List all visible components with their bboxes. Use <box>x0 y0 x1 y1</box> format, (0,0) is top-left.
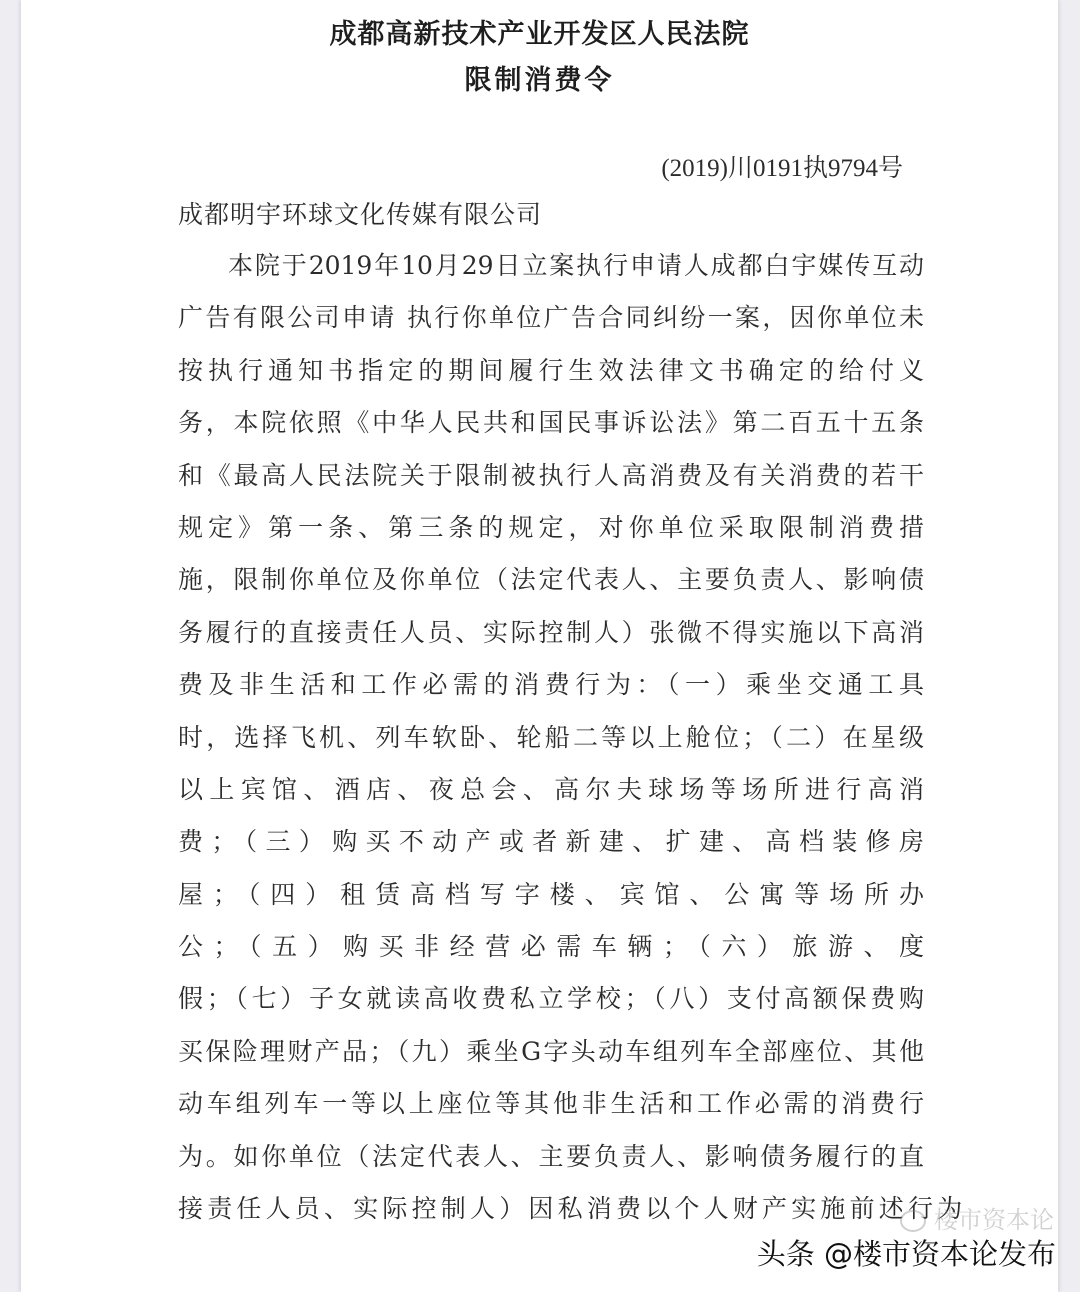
body-line: 以上宾馆、酒店、夜总会、高尔夫球场等场所进行高消 <box>178 774 924 804</box>
body-line: 假；（七）子女就读高收费私立学校；（八）支付高额保费购 <box>178 984 924 1014</box>
body-line: 本院于2019年10月29日立案执行申请人成都白宇媒传互动 <box>228 251 924 280</box>
faint-watermark <box>900 1200 1054 1235</box>
body-line: 和《最高人民法院关于限制被执行人高消费及有关消费的若干 <box>178 460 924 490</box>
document-page <box>21 0 1058 1292</box>
body-line: 务，本院依照《中华人民共和国民事诉讼法》第二百五十五条 <box>178 408 924 438</box>
order-title: 限制消费令 <box>464 65 615 96</box>
order-body <box>178 246 967 1241</box>
body-line: 务履行的直接责任人员、实际控制人）张微不得实施以下高消 <box>178 617 924 647</box>
body-line: 广告有限公司申请 执行你单位广告合同纠纷一案，因你单位未 <box>178 303 924 333</box>
body-line: 按执行通知书指定的期间履行生效法律文书确定的给付义 <box>178 355 924 385</box>
toutiao-watermark: 头条 @楼市资本论发布 <box>756 1237 1056 1271</box>
body-line: 费及非生活和工作必需的消费行为：（一）乘坐交通工具 <box>178 670 924 700</box>
case-number: (2019)川0191执9794号 <box>661 155 903 182</box>
body-line: 费；（三）购买不动产或者新建、扩建、高档装修房 <box>178 827 924 857</box>
body-line: 规定》第一条、第三条的规定，对你单位采取限制消费措 <box>178 512 924 542</box>
addressee: 成都明宇环球文化传媒有限公司 <box>178 200 543 229</box>
body-line: 屋；（四）租赁高档写字楼、宾馆、公寓等场所办 <box>178 879 924 909</box>
court-name-title: 成都高新技术产业开发区人民法院 <box>329 19 750 50</box>
wechat-icon <box>900 1210 926 1232</box>
body-line: 为。如你单位（法定代表人、主要负责人、影响债务履行的直 <box>178 1141 924 1171</box>
body-line: 动车组列车一等以上座位等其他非生活和工作必需的消费行 <box>178 1089 924 1119</box>
body-line: 公；（五）购买非经营必需车辆；（六）旅游、度 <box>178 932 924 962</box>
body-line: 接责任人员、实际控制人）因私消费以个人财产实施前述行为 <box>178 1194 967 1224</box>
body-line: 时，选择飞机、列车软卧、轮船二等以上舱位；（二）在星级 <box>178 722 924 752</box>
faint-watermark-text: 楼市资本论 <box>934 1206 1054 1234</box>
body-line: 买保险理财产品；（九）乘坐G字头动车组列车全部座位、其他 <box>178 1036 924 1066</box>
body-line: 施，限制你单位及你单位（法定代表人、主要负责人、影响债 <box>178 565 924 595</box>
